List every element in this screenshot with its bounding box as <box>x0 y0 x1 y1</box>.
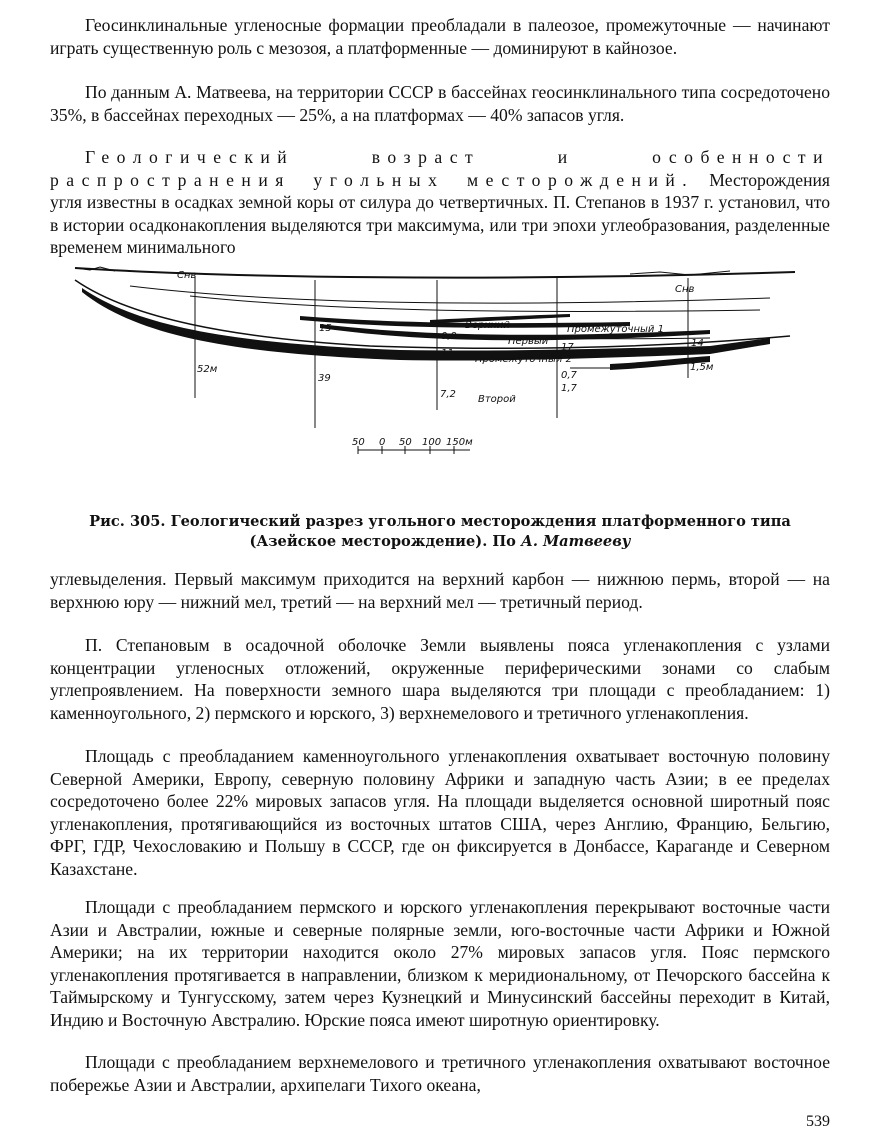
label-07: 0,7 <box>561 370 577 381</box>
label-intermediate-2: Промежуточный 2 <box>475 354 572 365</box>
paragraph-8: Площади с преобладанием верхнемелового и третичного угленакопления охватывают восточное побережье Азии и Австралии, архипелаги Тихого океана, <box>50 1052 830 1095</box>
scale-label-0: 0 <box>379 437 386 448</box>
label-14: 14 <box>691 338 704 349</box>
label-upper: Верхний <box>465 320 510 331</box>
geological-section-figure <box>70 258 800 473</box>
scale-label-150m: 150м <box>446 437 473 448</box>
label-52m: 52м <box>197 364 218 375</box>
page-number: 539 <box>806 1113 830 1130</box>
scale-label-100: 100 <box>422 437 442 448</box>
label-72: 7,2 <box>440 389 456 400</box>
label-kv-left: Снв <box>177 270 197 281</box>
paragraph-2: По данным А. Матвеева, на территории СССР в бассейнах геосинклинального типа сосредоточено 35%, в бассейнах переходных — 25%, а на платформах — 40% запасов угля. <box>50 82 830 125</box>
paragraph-3 <box>50 146 830 259</box>
label-17b: 1,7 <box>561 383 577 394</box>
label-17a: 17 <box>561 342 574 353</box>
scale-label-50a: 50 <box>352 437 365 448</box>
label-first: Первый <box>508 336 549 347</box>
scale-label-50b: 50 <box>399 437 412 448</box>
paragraph-4: углевыделения. Первый максимум приходится на верхний карбон — нижнюю пермь, второй — на верхнюю юру — нижний мел, третий — на верхний мел — третичный период. <box>50 569 830 612</box>
paragraph-5: П. Степановым в осадочной оболочке Земли выявлены пояса угленакопления с узлами концентрации угленосных отложений, окруженные периферическими зонами со слабым углепроявлением. На поверхности земного шара выделяются три площади с преобладанием: 1) каменноугольного, 2) пермского и юрского, 3) верхнемелового и третичного угленакопления. <box>50 635 830 723</box>
section-heading: Геологический возраст и особенности распространения угольных месторождений. <box>50 147 830 190</box>
paragraph-6: Площадь с преобладанием каменноугольного угленакопления охватывает восточную половину Северной Америки, Европу, северную половину Африки и западную часть Азии; в ее пределах сосредоточено более 22% мировых запасов угля. На площади выделяется основной широтный пояс угленакопления, протягивающийся из восточных штатов США, через Англию, Францию, Бельгию, ФРГ, ГДР, Чехословакию и Польшу в СССР, где он фиксируется в Донбассе, Караганде и Северном Казахстане. <box>50 746 830 879</box>
label-11: 11 <box>441 348 454 359</box>
label-09: 0,9 <box>441 331 457 342</box>
paragraph-7: Площади с преобладанием пермского и юрского угленакопления перекрывают восточные части Азии и Австралии, южные и северные полярные земли, юго-восточные части Африки и Южной Америки; на их территории находится около 27% мировых запасов угля. Пояс пермского угленакопления протягивается в направлении, близком к меридиональному, от Печорского бассейна к Таймырскому и Тунгусскому, затем через Кузнецкий и Минусинский бассейны переходит в Китай, Индию и Восточную Австралию. Юрские пояса имеют широтную ориентировку. <box>50 897 830 1030</box>
caption-text: Рис. 305. Геологический разрез угольного месторождения платформенного типа (Азейское месторождение). По <box>89 513 791 550</box>
label-intermediate-1: Промежуточный 1 <box>567 324 664 335</box>
label-15: 15 <box>319 323 332 334</box>
paragraph-1: Геосинклинальные угленосные формации преобладали в палеозое, промежуточные — начинают играть существенную роль с мезозоя, а платформенные — доминируют в кайнозое. <box>50 15 830 58</box>
section-text: Месторождения угля известны в осадках земной коры от силура до четвертичных. П. Степанов в 1937 г. установил, что в истории осадконакопления выделяются три максимума, или три эпохи углеобразования, разделенные временем минимального <box>50 169 830 258</box>
label-kv-right: Снв <box>675 284 695 295</box>
label-39: 39 <box>318 373 331 384</box>
label-15m: 1,5м <box>690 362 714 373</box>
caption-author: А. Матвееву <box>520 533 631 550</box>
figure-caption <box>60 512 820 552</box>
label-second: Второй <box>478 394 516 405</box>
